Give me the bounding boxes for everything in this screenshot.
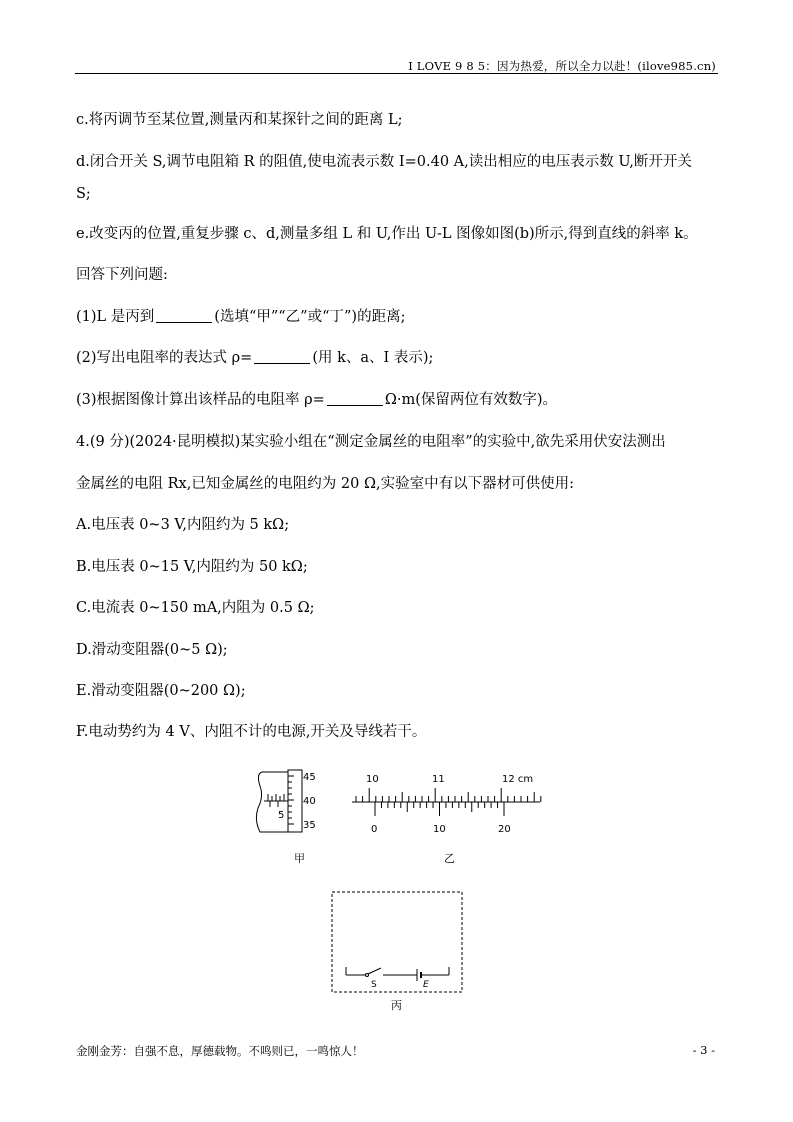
question-2-after: (用 k、a、I 表示); — [312, 350, 434, 366]
source-label: E — [423, 980, 429, 990]
option-b: B.电压表 0~15 V,内阻约为 50 kΩ; — [76, 559, 308, 575]
switch-icon — [368, 968, 381, 974]
micrometer-thimble — [288, 770, 302, 832]
caliper-main-label-12cm: 12 cm — [502, 774, 534, 785]
question-1 — [76, 305, 405, 326]
step-e: e.改变丙的位置,重复步骤 c、d,测量多组 L 和 U,作出 U-L 图像如图(b)所示,得到直线的斜率 k。 — [76, 226, 698, 242]
micrometer-label-45: 45 — [303, 772, 316, 783]
question-3 — [76, 388, 557, 409]
micrometer-label-35: 35 — [303, 820, 316, 831]
micrometer-figure — [254, 766, 334, 866]
question-1-before: (1)L 是丙到 — [76, 309, 155, 325]
question-2 — [76, 346, 433, 367]
circuit-dashed-box — [332, 892, 462, 992]
caliper-figure — [352, 772, 552, 866]
micrometer-body-outline — [256, 772, 288, 832]
option-c: C.电流表 0~150 mA,内阻为 0.5 Ω; — [76, 600, 315, 616]
footer-motto: 金刚金芳：自强不息，厚德载物。不鸣则已，一鸣惊人！ — [76, 1044, 364, 1058]
option-e: E.滑动变阻器(0~200 Ω); — [76, 683, 246, 699]
page-number: - 3 - — [692, 1043, 715, 1057]
switch-label: S — [371, 980, 377, 990]
answer-blank-3[interactable] — [327, 393, 383, 406]
caliper-vernier-label-10: 10 — [433, 824, 446, 835]
question-4-line2: 金属丝的电阻 Rx,已知金属丝的电阻约为 20 Ω,实验室中有以下器材可供使用: — [76, 476, 574, 492]
caliper-vernier-label-20: 20 — [498, 824, 511, 835]
question-3-before: (3)根据图像计算出该样品的电阻率 ρ= — [76, 392, 325, 408]
step-d-line2: S; — [76, 186, 91, 202]
answer-intro: 回答下列问题: — [76, 267, 168, 283]
circuit-figure — [331, 891, 465, 1015]
option-a: A.电压表 0~3 V,内阻约为 5 kΩ; — [76, 517, 290, 533]
caliper-main-ticks — [356, 788, 541, 802]
question-3-after: Ω·m(保留两位有效数字)。 — [384, 392, 558, 408]
header-rule — [75, 73, 718, 74]
micrometer-label-40: 40 — [303, 796, 316, 807]
option-f: F.电动势约为 4 V、内阻不计的电源,开关及导线若干。 — [76, 724, 427, 740]
micrometer-label-5: 5 — [278, 810, 285, 821]
page-header: I LOVE 9 8 5：因为热爱，所以全力以赴！(ilove985.cn) — [408, 59, 716, 73]
question-4-line1: 4.(9 分)(2024·昆明模拟)某实验小组在“测定金属丝的电阻率”的实验中,欲先采用伏安法测出 — [76, 434, 666, 450]
caliper-caption: 乙 — [444, 852, 455, 865]
caliper-vernier-label-0: 0 — [371, 824, 378, 835]
step-d-line1: d.闭合开关 S,调节电阻箱 R 的阻值,使电流表示数 I=0.40 A,读出相应的电压表示数 U,断开开关 — [76, 154, 692, 170]
circuit-caption: 丙 — [391, 999, 402, 1012]
option-d: D.滑动变阻器(0~5 Ω); — [76, 642, 228, 658]
caliper-main-label-10: 10 — [366, 774, 379, 785]
micrometer-caption: 甲 — [294, 852, 305, 865]
answer-blank-1[interactable] — [156, 310, 212, 323]
question-2-before: (2)写出电阻率的表达式 ρ= — [76, 350, 253, 366]
question-1-after: (选填“甲”“乙”或“丁”)的距离; — [214, 309, 406, 325]
caliper-vernier-ticks — [375, 802, 504, 816]
caliper-main-label-11: 11 — [432, 774, 445, 785]
step-c: c.将丙调节至某位置,测量丙和某探针之间的距离 L; — [76, 112, 403, 128]
answer-blank-2[interactable] — [254, 351, 310, 364]
